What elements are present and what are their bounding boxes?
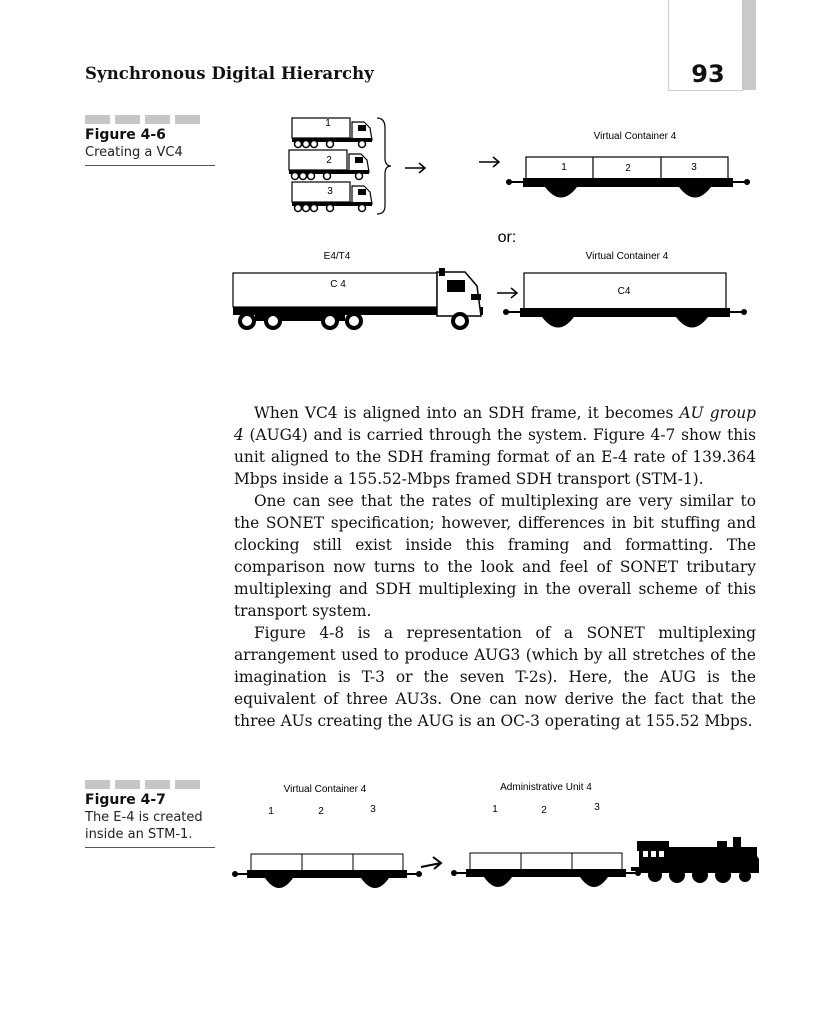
arrow-icon [497, 288, 517, 298]
page-number: 93 [691, 60, 725, 88]
au4-title: Administrative Unit 4 [500, 782, 592, 793]
vc4-title: Virtual Container 4 [283, 784, 367, 795]
figure-marker-bars [85, 115, 215, 124]
vc4-cell-1: 1 [561, 162, 567, 173]
vc4-bottom-load: C4 [617, 286, 631, 297]
paragraph-3: Figure 4-8 is a representation of a SONET multiplexing arrangement used to produce AUG3 (which by all stretches of the imagination is T-3 or the seven T-2s). Here, the AUG is the equivalent of three AU3s. One can now derive the fact that the three AUs creating the AUG is an OC-3 operating at 155.52 Mbps. [234, 624, 756, 730]
small-truck-1 [292, 118, 372, 148]
or-label: or: [497, 229, 517, 246]
vc4-cell-3: 3 [691, 162, 697, 173]
vc4-number-3: 3 [370, 804, 376, 815]
big-truck-load: C 4 [330, 279, 346, 290]
paragraph-1: When VC4 is aligned into an SDH frame, it becomes AU group 4 (AUG4) and is carried through the system. Figure 4-7 show this unit aligned to the SDH framing format of an E-4 rate of 139.364 Mbps inside a 155.52-Mbps framed SDH transport (STM-1). [234, 404, 757, 488]
big-truck-title: E4/T4 [323, 251, 351, 262]
au4-number-3: 3 [594, 802, 600, 813]
figure-4-7-caption [85, 780, 215, 848]
vc4-number-2: 2 [318, 806, 324, 817]
vc4-cell-2: 2 [625, 163, 631, 174]
figure-4-7-description-line2: inside an STM-1. [85, 827, 193, 842]
grouping-brace [377, 118, 391, 214]
small-truck-2-label: 2 [326, 155, 332, 166]
figure-4-6-description: Creating a VC4 [85, 145, 183, 160]
arrow-icon [405, 163, 425, 173]
paragraph-2: One can see that the rates of multiplexing are very similar to the SONET specification; however, differences in bit stuffing and clocking still exist inside this framing and formatting. The comparison now turns to the look and feel of SONET tributary multiplexing and SDH multiplexing in the overall scheme of this transport system. [234, 492, 756, 620]
flatcar-top [506, 178, 750, 198]
au4-number-2: 2 [541, 805, 547, 816]
vc4-bottom-title: Virtual Container 4 [585, 251, 669, 262]
small-truck-1-label: 1 [325, 118, 331, 129]
au4-number-1: 1 [492, 804, 498, 815]
figure-4-6-illustration [225, 110, 765, 360]
small-truck-3-label: 3 [327, 186, 333, 197]
flatcar-bottom [503, 308, 747, 328]
figure-marker-bars [85, 780, 215, 789]
running-header-title: Synchronous Digital Hierarchy [85, 64, 374, 83]
body-text [234, 402, 756, 732]
au4-flatcar [451, 869, 641, 887]
figure-4-7-illustration [225, 775, 765, 900]
figure-4-7-label: Figure 4-7 [85, 792, 166, 808]
arrow-icon [421, 857, 441, 869]
figure-4-7-description-line1: The E-4 is created [85, 810, 203, 825]
figure-4-6-caption [85, 115, 215, 166]
vc4-top-title: Virtual Container 4 [593, 131, 677, 142]
figure-4-6-label: Figure 4-6 [85, 127, 166, 143]
arrow-icon [479, 157, 499, 167]
big-truck [233, 268, 483, 328]
vc4-number-1: 1 [268, 806, 274, 817]
vc4-flatcar [232, 870, 422, 888]
locomotive-icon [631, 837, 759, 883]
